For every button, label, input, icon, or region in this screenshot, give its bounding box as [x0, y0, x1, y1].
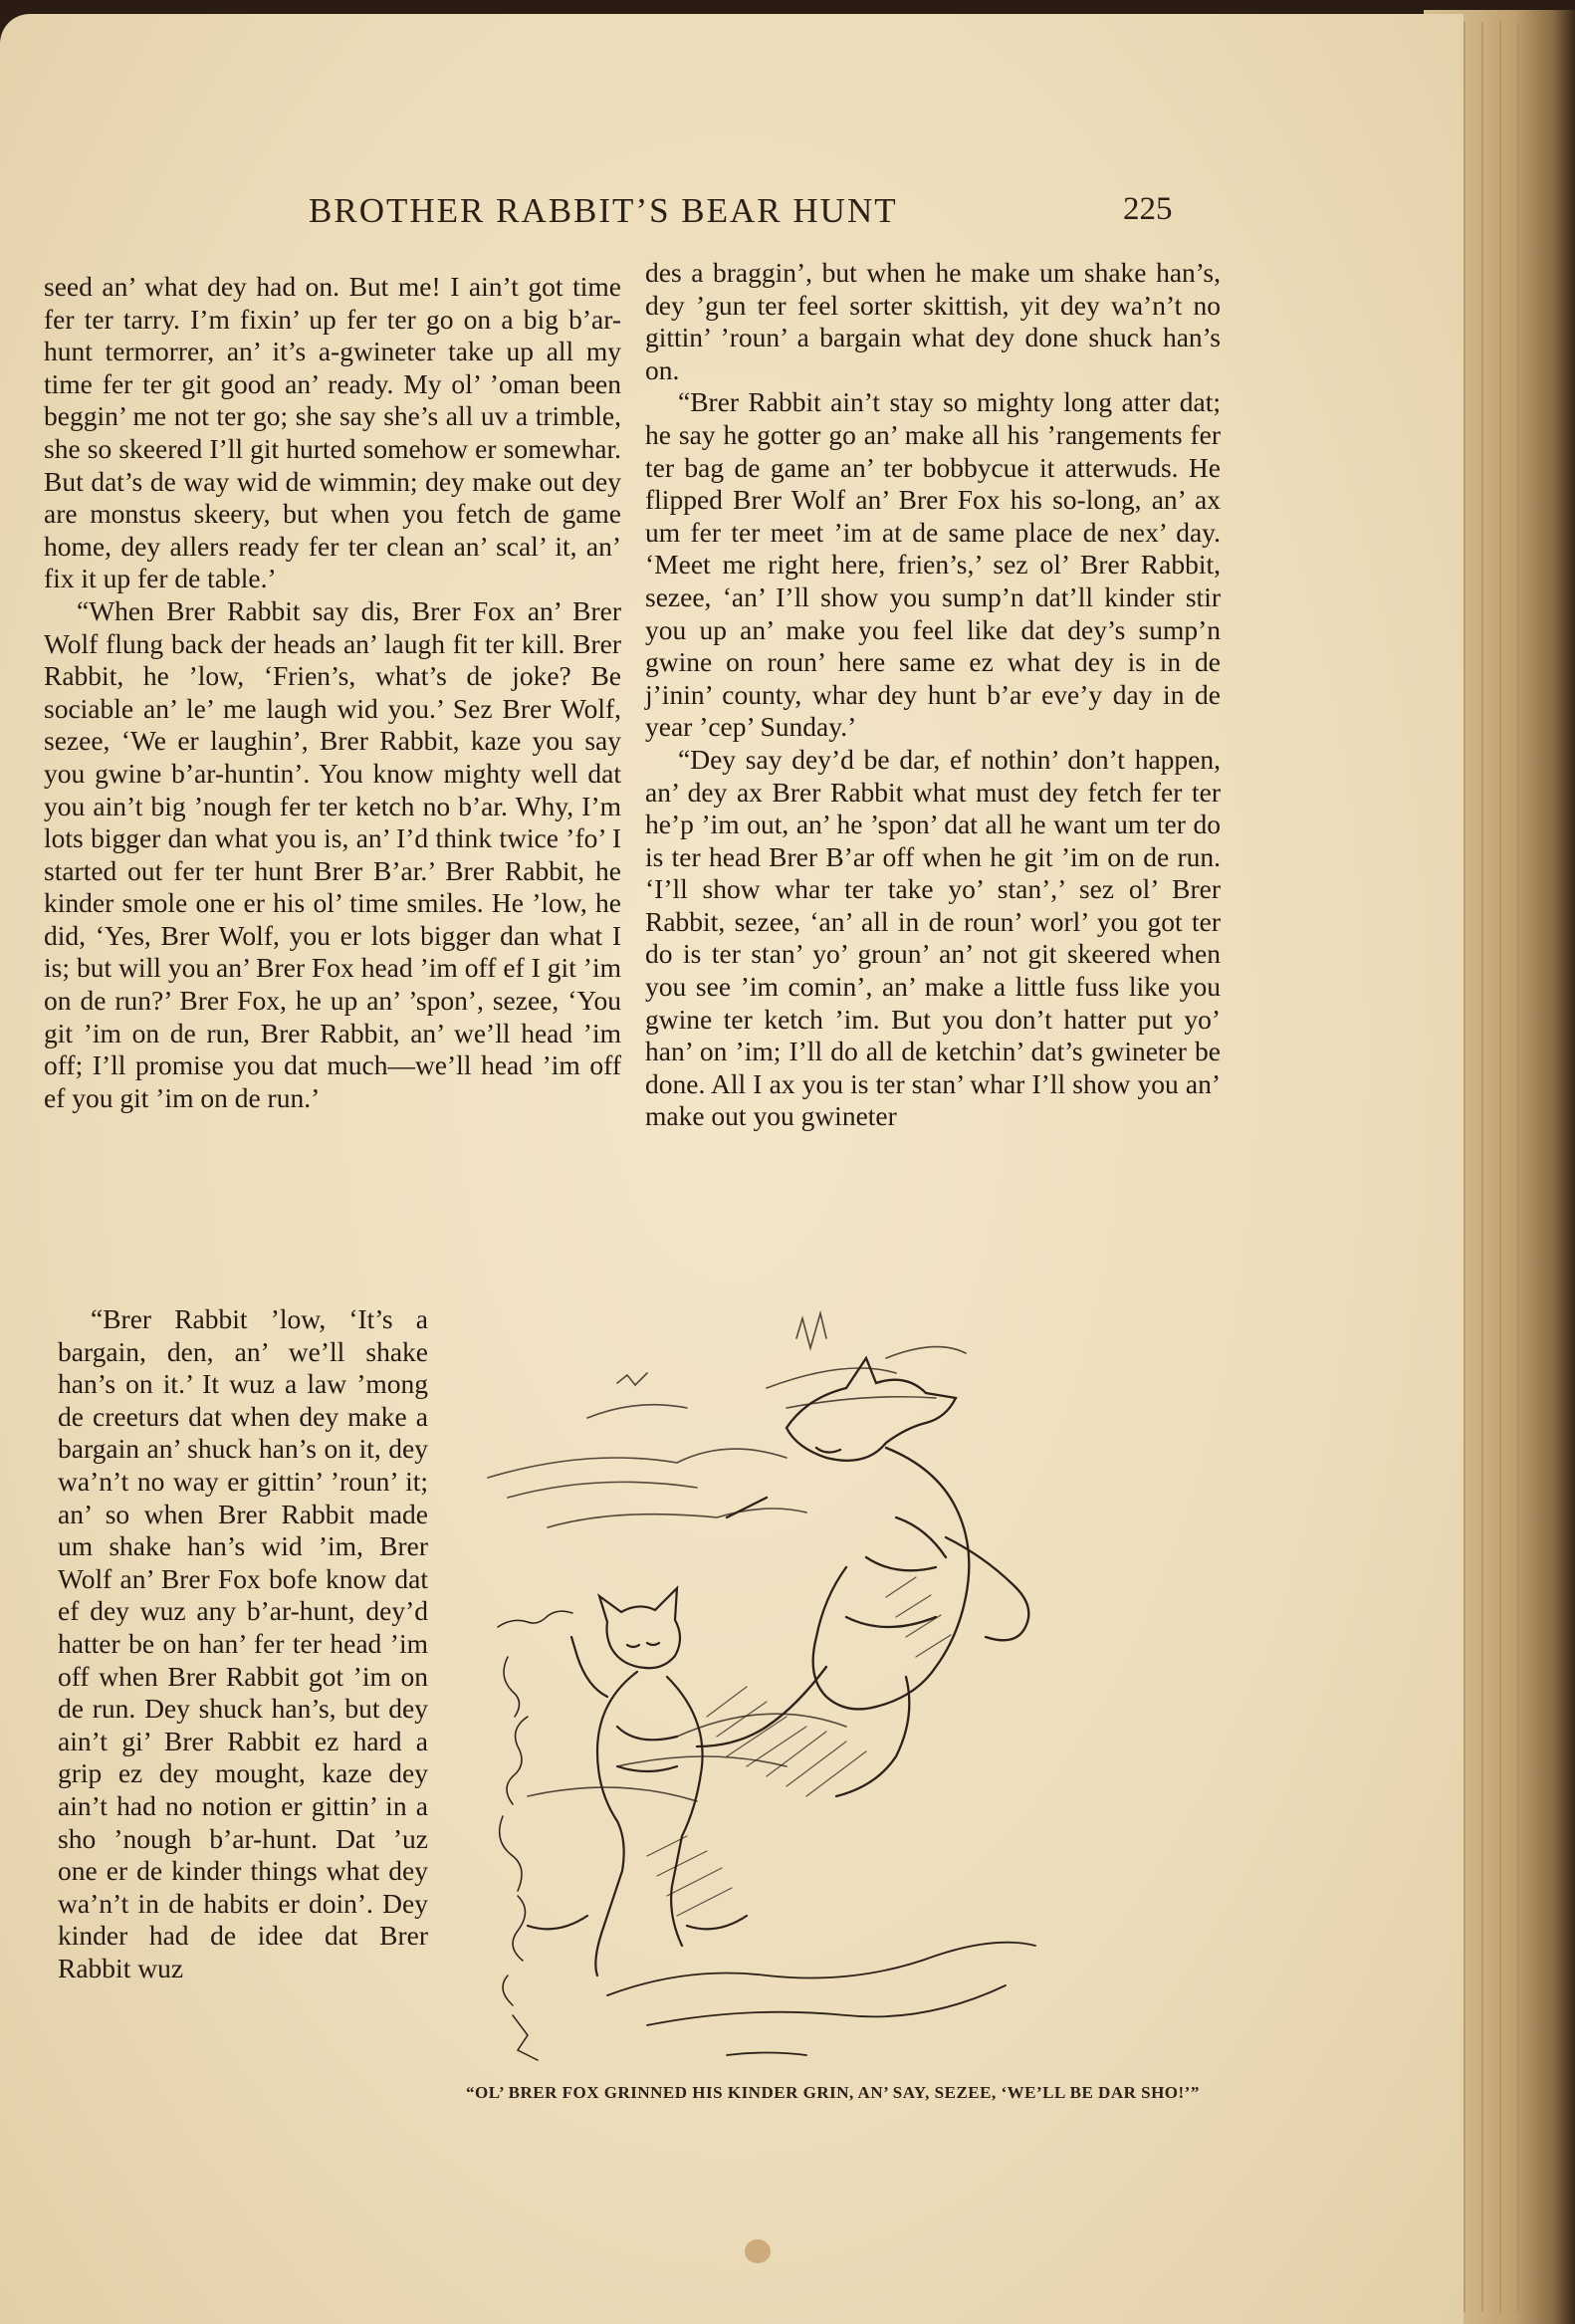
- right-column: [645, 257, 1221, 1133]
- running-title: BROTHER RABBIT’S BEAR HUNT: [309, 191, 898, 230]
- paragraph: “Brer Rabbit ’low, ‘It’s a bargain, den, an’ we’ll shake han’s on it.’ It wuz a law ’mong de creeturs dat when dey make a bargain an’ shuck han’s on it, dey wa’n’t no way er gittin’ ’roun’ it; an’ so when Brer Rabbit made um shake han’s wid ’im, Brer Wolf an’ Brer Fox bofe know dat ef dey wuz any b’ar-hunt, dey’d hatter be on han’ fer ter head ’im off when Brer Rabbit got ’im on de run. Dey shuck han’s, but dey ain’t gi’ Brer Rabbit ez hard a grip ez dey mought, kaze dey ain’t had no notion er gittin’ in a sho ’nough b’ar-hunt. Dat ’uz one er de kinder things what dey wa’n’t in de habits er doin’. Dey kinder had de idee dat Brer Rabbit wuz: [58, 1303, 428, 1983]
- fox-and-wolf-illustration-icon: [468, 1298, 1235, 2085]
- page-number: 225: [1123, 191, 1173, 227]
- paragraph: seed an’ what dey had on. But me! I ain’t got time fer ter tarry. I’m fixin’ up fer ter go on a big b’ar-hunt termorrer, an’ it’s a-gwineter take up all my time fer ter git good an’ ready. My ol’ ’oman been beggin’ me not ter go; she say she’s all uv a trimble, she so skeered I’ll git hurted somehow er somewhar. But dat’s de way wid de wimmin; dey make out dey are monstus skeery, but when you fetch de game home, dey allers ready fer ter clean an’ scal’ it, an’ fix it up fer de table.’: [44, 271, 621, 594]
- page-stain: [745, 2239, 771, 2263]
- book-page: [0, 14, 1463, 2324]
- illustration-caption: “OL’ BRER FOX GRINNED HIS KINDER GRIN, AN’ SAY, SEZEE, ‘WE’LL BE DAR SHO!’”: [466, 2083, 1200, 2102]
- paragraph: “When Brer Rabbit say dis, Brer Fox an’ Brer Wolf flung back der heads an’ laugh fit ter kill. Brer Rabbit, he ’low, ‘Frien’s, what’s de joke? Be sociable an’ le’ me laugh wid you.’ Sez Brer Wolf, sezee, ‘We er laughin’, Brer Rabbit, kaze you say you gwine b’ar-huntin’. You know mighty well dat you ain’t big ’nough fer ter ketch no b’ar. Why, I’m lots bigger dan what you is, an’ I’d think twice ’fo’ I started out fer ter hunt Brer B’ar.’ Brer Rabbit, he kinder smole one er his ol’ time smiles. He ’low, he did, ‘Yes, Brer Wolf, you er lots bigger dan what I is; but will you an’ Brer Fox head ’im off ef I git ’im on de run?’ Brer Fox, he up an’ ’spon’, sezee, ‘You git ’im on de run, Brer Rabbit, an’ we’ll head ’im off; I’ll promise you dat much—we’ll head ’im off ef you git ’im on de run.’: [44, 594, 621, 1113]
- paragraph: “Brer Rabbit ain’t stay so mighty long atter dat; he say he gotter go an’ make all his ’rangements fer ter bag de game an’ ter bobbycue it atterwuds. He flipped Brer Wolf an’ Brer Fox his so-long, an’ ax um fer ter meet ’im at de same place de nex’ day. ‘Meet me right here, frien’s,’ sez ol’ Brer Rabbit, sezee, ‘an’ I’ll show you sump’n dat’ll kinder stir you up an’ make you feel like dat dey’s sump’n gwine on roun’ here same ez what dey is in de j’inin’ county, whar dey hunt b’ar eve’y day in de year ’cep’ Sunday.’: [645, 386, 1221, 743]
- page-header: [0, 191, 1444, 241]
- paragraph: des a braggin’, but when he make um shake han’s, dey ’gun ter feel sorter skittish, yit dey wa’n’t no gittin’ ’roun’ a bargain what dey done shuck han’s on.: [645, 257, 1221, 385]
- narrow-column: [58, 1303, 428, 1984]
- paragraph: “Dey say dey’d be dar, ef nothin’ don’t happen, an’ dey ax Brer Rabbit what must dey fetch fer ter he’p ’im out, an’ he ’spon’ dat all he want um ter do is ter head Brer B’ar off when he git ’im on de run. ‘I’ll show whar ter take yo’ stan’,’ sez ol’ Brer Rabbit, sezee, ‘an’ all in de roun’ worl’ you got ter do is ter stan’ yo’ groun’ an’ not git skeered when you see ’im comin’, an’ make a little fuss like you gwine ter ketch ’im. But you don’t hatter put yo’ han’ on ’im; I’ll do all de ketchin’ dat’s gwineter be done. All I ax you is ter stan’ whar I’ll show you an’ make out you gwineter: [645, 743, 1221, 1132]
- left-column: [44, 271, 621, 1114]
